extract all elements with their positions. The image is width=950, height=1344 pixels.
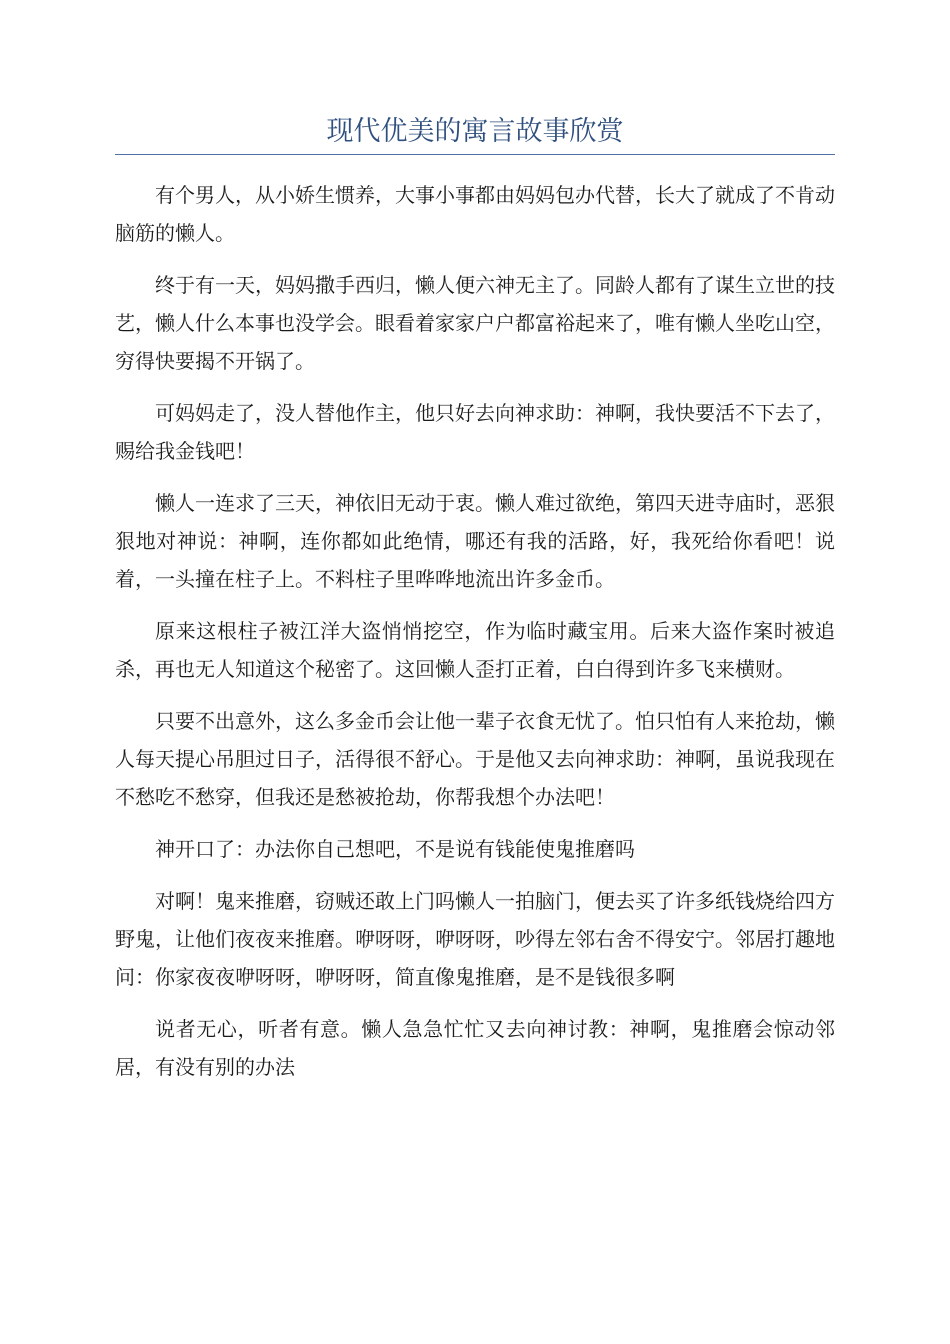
paragraph-4: 懒人一连求了三天，神依旧无动于衷。懒人难过欲绝，第四天进寺庙时，恶狠狠地对神说：神啊，连你都如此绝情，哪还有我的活路，好，我死给你看吧！说着，一头撞在柱子上。不料柱子里哗哗地流出许多金币。 xyxy=(115,491,835,591)
paragraph-3: 可妈妈走了，没人替他作主，他只好去向神求助：神啊，我快要活不下去了，赐给我金钱吧！ xyxy=(115,401,835,463)
paragraph-8: 对啊！鬼来推磨，窃贼还敢上门吗懒人一拍脑门，便去买了许多纸钱烧给四方野鬼，让他们夜夜来推磨。咿呀呀，咿呀呀，吵得左邻右舍不得安宁。邻居打趣地问：你家夜夜咿呀呀，咿呀呀，简直像鬼推磨，是不是钱很多啊 xyxy=(115,889,835,989)
paragraph-7: 神开口了：办法你自己想吧，不是说有钱能使鬼推磨吗 xyxy=(155,837,635,861)
paragraph-2: 终于有一天，妈妈撒手西归，懒人便六神无主了。同龄人都有了谋生立世的技艺，懒人什么本事也没学会。眼看着家家户户都富裕起来了，唯有懒人坐吃山空，穷得快要揭不开锅了。 xyxy=(115,273,835,373)
paragraph-9: 说者无心，听者有意。懒人急急忙忙又去向神讨教：神啊，鬼推磨会惊动邻居，有没有别的办法 xyxy=(115,1017,835,1079)
document-title: 现代优美的寓言故事欣赏 xyxy=(326,116,624,147)
document-body xyxy=(115,176,835,1100)
title-divider xyxy=(115,154,835,155)
paragraph-5: 原来这根柱子被江洋大盗悄悄挖空，作为临时藏宝用。后来大盗作案时被追杀，再也无人知道这个秘密了。这回懒人歪打正着，白白得到许多飞来横财。 xyxy=(115,619,835,681)
paragraph-1: 有个男人，从小娇生惯养，大事小事都由妈妈包办代替，长大了就成了不肯动脑筋的懒人。 xyxy=(115,183,835,245)
paragraph-6: 只要不出意外，这么多金币会让他一辈子衣食无忧了。怕只怕有人来抢劫，懒人每天提心吊胆过日子，活得很不舒心。于是他又去向神求助：神啊，虽说我现在不愁吃不愁穿，但我还是愁被抢劫，你帮我想个办法吧！ xyxy=(115,709,835,809)
